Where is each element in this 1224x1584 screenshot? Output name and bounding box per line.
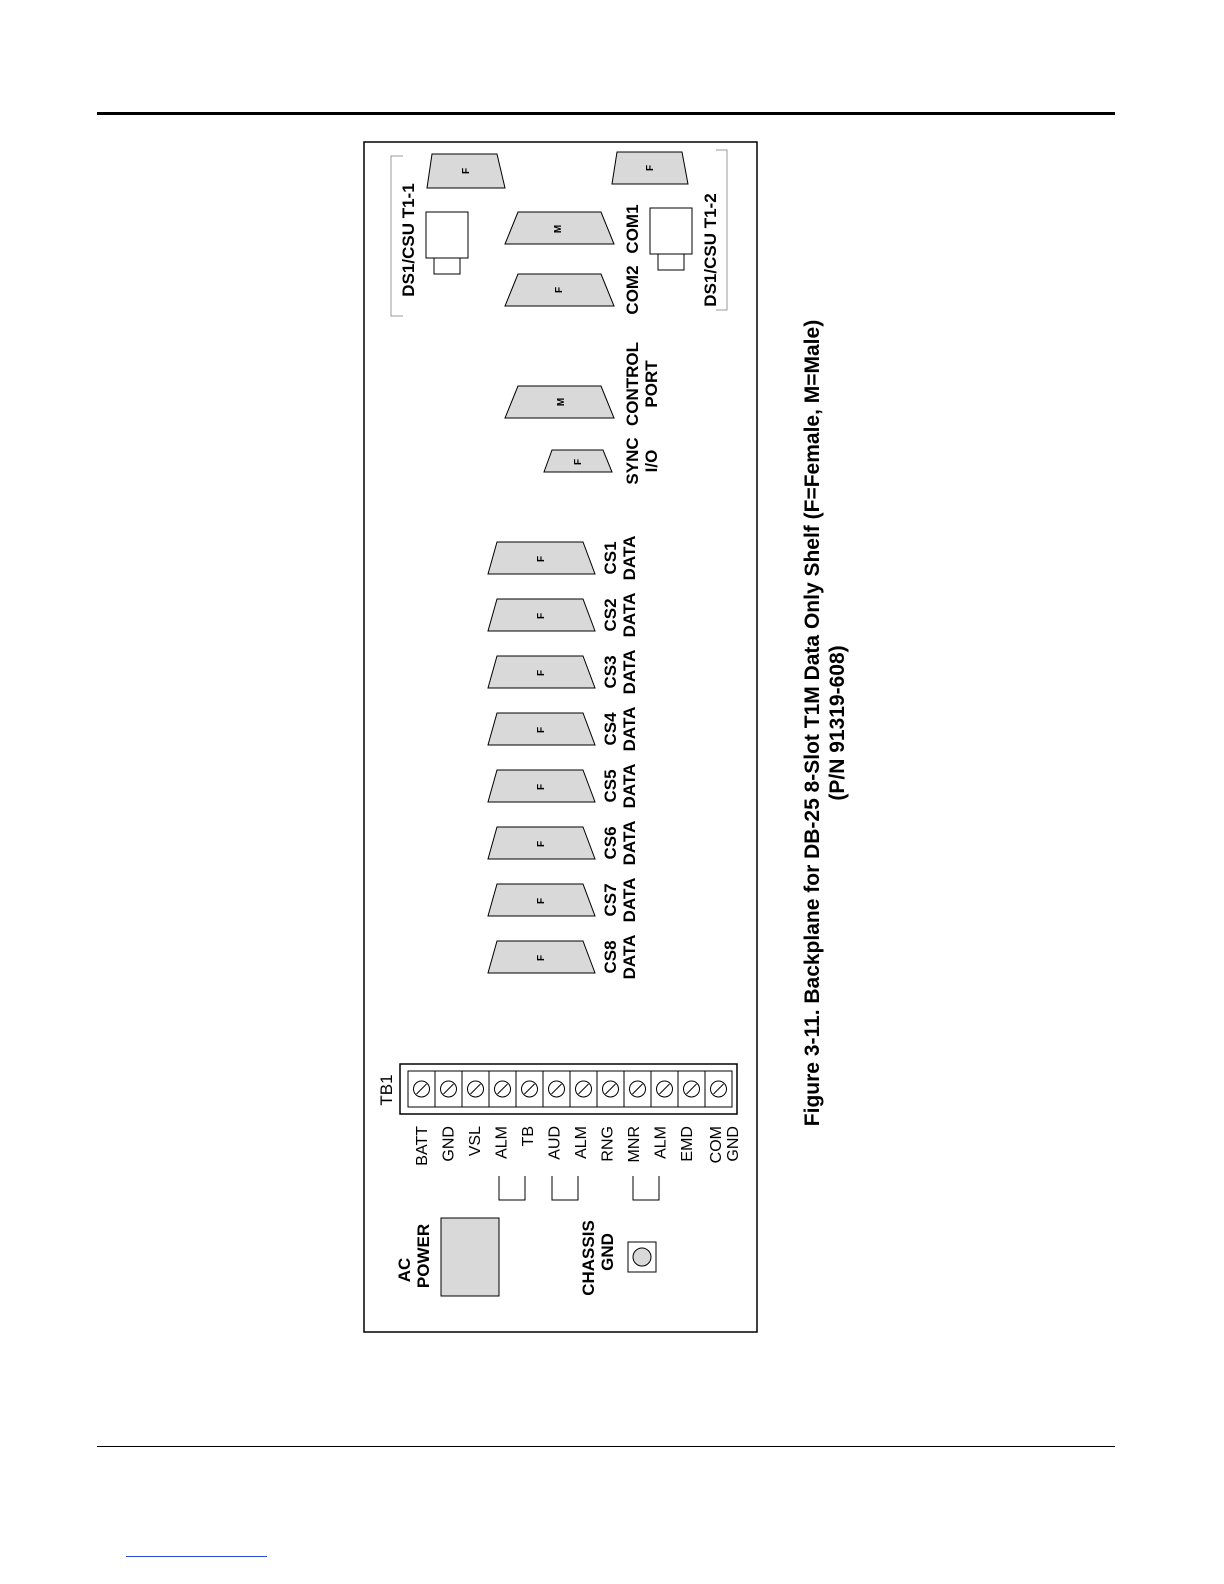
connector-gender-label: F — [536, 840, 547, 848]
terminal-label: AUD — [546, 1126, 564, 1160]
connector-gender-label: F — [536, 726, 547, 734]
control-port-connector — [505, 386, 614, 418]
connector-gender-label: F — [536, 783, 547, 791]
connector-slot-label: CS4 — [601, 712, 620, 746]
connector-slot-label: CS7 — [601, 883, 620, 917]
data-connector-cs4 — [488, 707, 639, 752]
svg-text:AC: AC — [395, 1257, 414, 1283]
chassis-gnd-label — [579, 1220, 617, 1296]
terminal-label: VSL — [467, 1126, 484, 1157]
connector-slot-label: CS1 — [601, 541, 620, 575]
svg-text:M: M — [553, 224, 564, 234]
footer-rule — [97, 1446, 1115, 1447]
data-connector-cs6 — [488, 821, 639, 866]
svg-text:CONTROL: CONTROL — [623, 341, 642, 427]
ds1-2-connector — [612, 152, 688, 184]
svg-text:F: F — [461, 167, 472, 175]
connector-data-label: DATA — [620, 934, 639, 980]
connector-data-label: DATA — [620, 706, 639, 752]
svg-text:COM: COM — [708, 1126, 725, 1164]
svg-text:F: F — [645, 164, 656, 172]
footer-link-underline — [126, 1556, 267, 1557]
svg-text:GND: GND — [725, 1126, 742, 1162]
data-connector-cs8 — [488, 935, 639, 980]
caption-line-1: Figure 3-11. Backplane for DB-25 8-Slot T1M Data Only Shelf (F=Female, M=Male) — [801, 319, 824, 1127]
connector-data-label: DATA — [620, 649, 639, 695]
connector-gender-label: F — [536, 669, 547, 677]
terminal-label: GND — [440, 1126, 458, 1162]
control-port-label — [623, 342, 661, 426]
ds1-1-rj-jack — [426, 212, 468, 274]
bracket-alm-tb — [499, 1176, 525, 1200]
ac-power-label — [395, 1224, 433, 1288]
ds1-1-label: DS1/CSU T1-1 — [399, 183, 418, 297]
connector-data-label: DATA — [620, 763, 639, 809]
connector-data-label: DATA — [620, 877, 639, 923]
connector-gender-label: F — [536, 612, 547, 620]
svg-text:F: F — [573, 458, 584, 466]
chassis-gnd-screw — [633, 1248, 651, 1266]
com2-connector — [505, 274, 614, 306]
terminal-label: RNG — [599, 1126, 617, 1162]
connector-slot-label: CS6 — [601, 826, 620, 860]
terminal-label: ALM — [493, 1126, 511, 1159]
connector-gender-label: F — [536, 954, 547, 962]
sync-io-label — [623, 437, 661, 484]
terminal-label: BATT — [414, 1126, 431, 1166]
com1-connector — [505, 212, 614, 244]
connector-slot-label: CS2 — [601, 598, 620, 632]
terminal-label: MNR — [626, 1126, 643, 1163]
connector-slot-label: CS8 — [601, 940, 620, 974]
connector-data-label: DATA — [620, 820, 639, 866]
connector-slot-label: CS5 — [601, 769, 620, 803]
svg-text:I/O: I/O — [642, 449, 661, 473]
svg-text:POWER: POWER — [414, 1223, 433, 1289]
svg-text:M: M — [556, 397, 567, 407]
terminal-labels — [414, 1126, 696, 1166]
sync-io-connector — [544, 450, 612, 472]
svg-text:GND: GND — [598, 1233, 617, 1271]
data-connector-cs5 — [488, 764, 639, 809]
terminal-block-tb1 — [400, 1064, 737, 1114]
terminal-label: EMD — [679, 1126, 696, 1162]
connector-gender-label: F — [536, 555, 547, 563]
svg-text:PORT: PORT — [642, 360, 661, 408]
svg-text:F: F — [554, 286, 565, 294]
data-connector-cs7 — [488, 878, 639, 923]
bracket-mnr-alm — [633, 1176, 659, 1200]
terminal-label: TB — [520, 1126, 537, 1147]
terminal-label: ALM — [573, 1126, 590, 1159]
svg-text:SYNC: SYNC — [623, 437, 642, 485]
data-connector-cs2 — [488, 593, 639, 638]
com1-label: COM1 — [623, 204, 642, 254]
ac-power-connector — [441, 1218, 499, 1296]
com2-label: COM2 — [623, 265, 642, 315]
connector-gender-label: F — [536, 897, 547, 905]
terminal-label: ALM — [652, 1126, 670, 1159]
ds1-1-connector — [427, 154, 505, 188]
data-connector-cs1 — [488, 536, 639, 581]
svg-text:CHASSIS: CHASSIS — [579, 1220, 598, 1296]
data-connector-cs3 — [488, 650, 639, 695]
ds1-2-rj-jack — [650, 208, 692, 270]
data-connectors — [488, 536, 639, 980]
connector-slot-label: CS3 — [601, 655, 620, 689]
bracket-aud-alm — [552, 1176, 578, 1200]
figure-caption — [801, 320, 849, 1126]
terminal-label-com-gnd — [708, 1126, 742, 1163]
ds1-2-label: DS1/CSU T1-2 — [701, 193, 720, 307]
connector-data-label: DATA — [620, 592, 639, 638]
caption-line-2: (P/N 91319-608) — [826, 645, 849, 801]
tb1-label: TB1 — [377, 1074, 396, 1106]
connector-data-label: DATA — [620, 535, 639, 581]
